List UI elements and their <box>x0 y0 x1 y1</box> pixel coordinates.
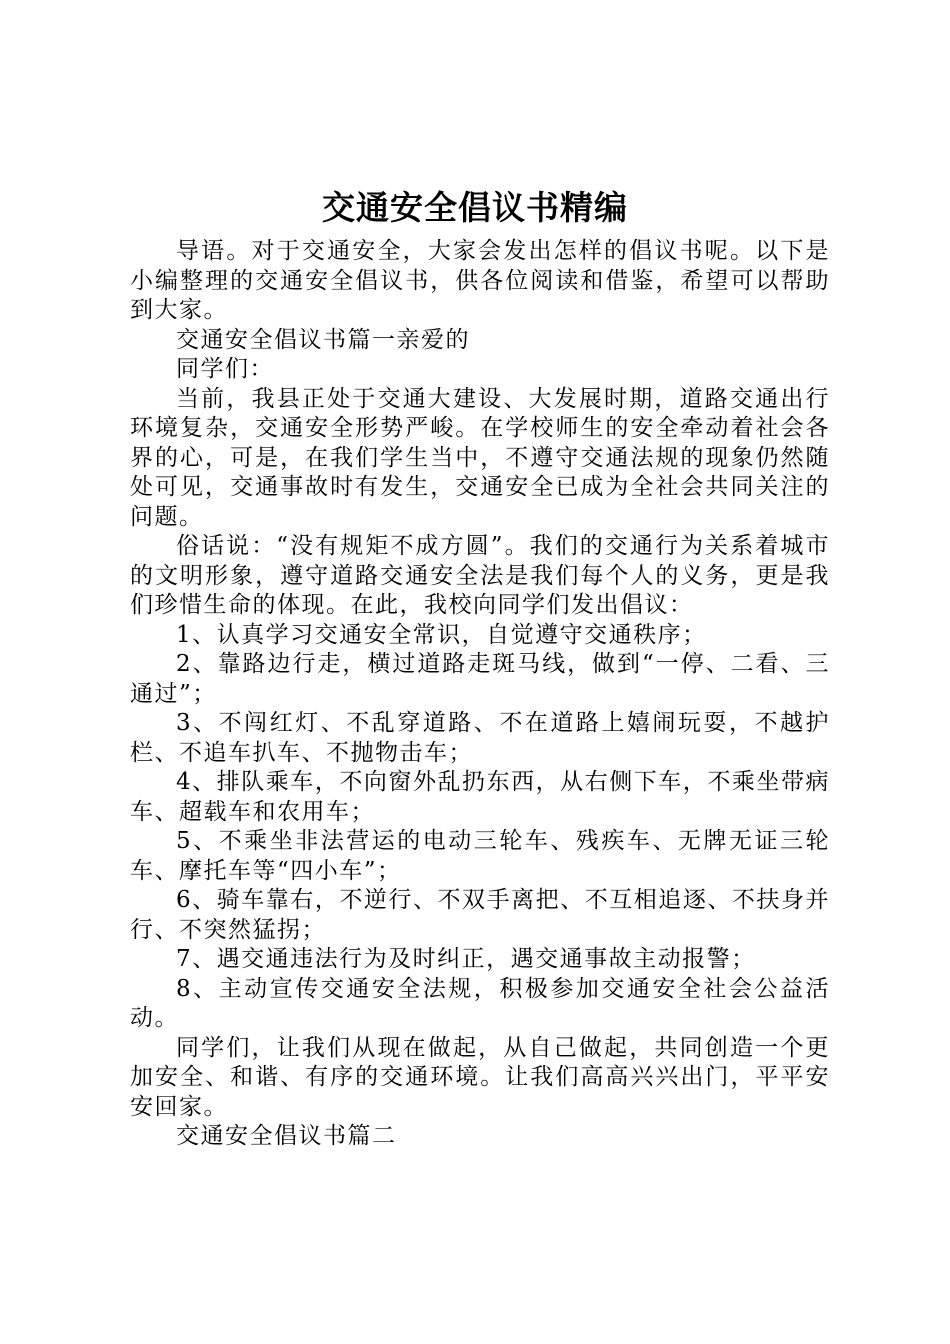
paragraph-item-3: 3、不闯红灯、不乱穿道路、不在道路上嬉闹玩耍，不越护栏、不追车扒车、不抛物击车； <box>130 710 830 766</box>
document-title: 交通安全倡议书精编 <box>322 188 628 227</box>
paragraph-closing: 同学们，让我们从现在做起，从自己做起，共同创造一个更加安全、和谐、有序的交通环境。让我们高高兴兴出门，平平安安回家。 <box>130 1034 830 1120</box>
paragraph-current-situation: 当前，我县正处于交通大建设、大发展时期，道路交通出行环境复杂，交通安全形势严峻。在学校师生的安全牵动着社会各界的心，可是，在我们学生当中，不遵守交通法规的现象仍然随处可见，交通事故时有发生，交通安全已成为全社会共同关注的问题。 <box>130 385 830 530</box>
paragraph-proverb: 俗话说：“没有规矩不成方圆”。我们的交通行为关系着城市的文明形象，遵守道路交通安全法是我们每个人的义务，更是我们珍惜生命的体现。在此，我校向同学们发出倡议： <box>130 533 830 618</box>
paragraph-item-5: 5、不乘坐非法营运的电动三轮车、残疾车、无牌无证三轮车、摩托车等“四小车”； <box>130 828 830 884</box>
paragraph-intro: 导语。对于交通安全，大家会发出怎样的倡议书呢。以下是小编整理的交通安全倡议书，供各位阅读和借鉴，希望可以帮助到大家。 <box>130 238 830 323</box>
paragraph-item-1: 1、认真学习交通安全常识，自觉遵守交通秩序； <box>176 621 707 648</box>
paragraph-item-2: 2、靠路边行走，横过道路走斑马线，做到“一停、二看、三通过”； <box>130 651 830 707</box>
paragraph-item-8: 8、主动宣传交通安全法规，积极参加交通安全社会公益活动。 <box>130 975 830 1031</box>
document-body <box>130 237 830 1152</box>
paragraph-section-one-heading: 交通安全倡议书篇一亲爱的 <box>176 326 470 353</box>
paragraph-item-4: 4、排队乘车，不向窗外乱扔东西，从右侧下车，不乘坐带病车、超载车和农用车； <box>130 769 830 825</box>
paragraph-item-7: 7、遇交通违法行为及时纠正，遇交通事故主动报警； <box>176 946 756 972</box>
paragraph-item-6: 6、骑车靠右，不逆行、不双手离把、不互相追逐、不扶身并行、不突然猛拐； <box>130 887 830 943</box>
paragraph-salutation: 同学们： <box>176 356 274 382</box>
paragraph-section-two-heading: 交通安全倡议书篇二 <box>176 1123 397 1149</box>
